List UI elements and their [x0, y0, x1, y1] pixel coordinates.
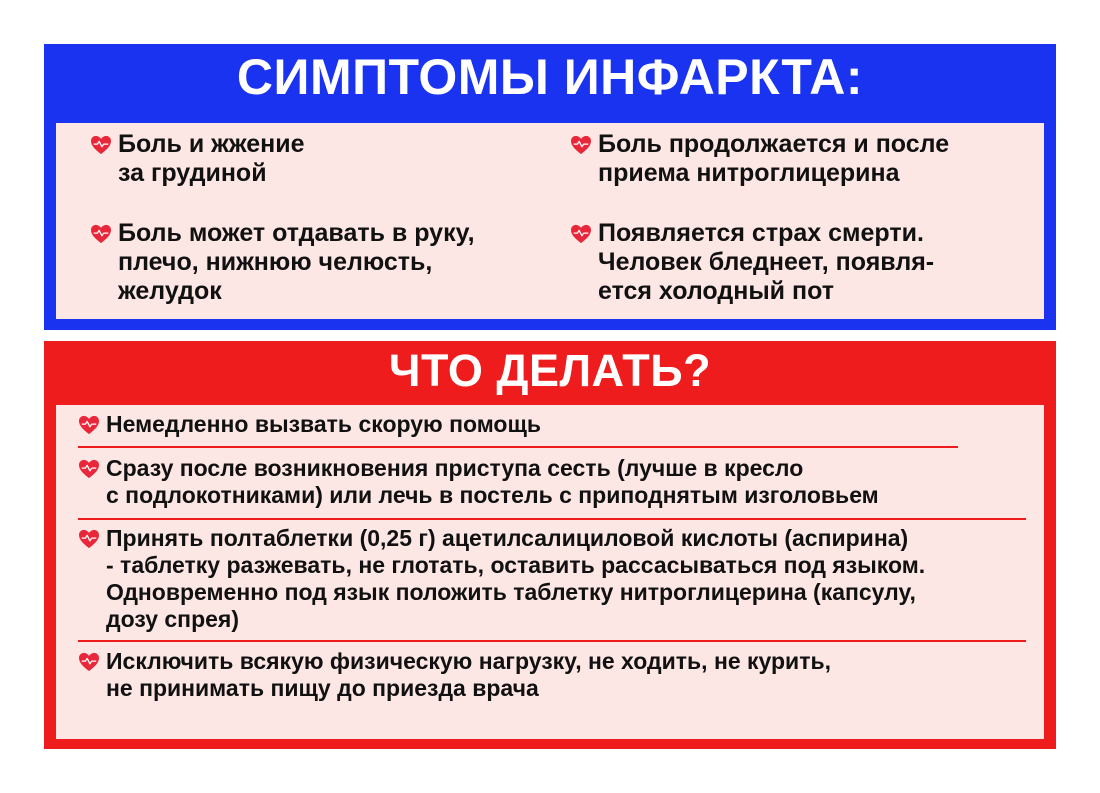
symptom-text: Боль и жжение за грудиной — [118, 130, 305, 187]
action-text: Немедленно вызвать скорую помощь — [106, 411, 542, 437]
symptom-item — [570, 219, 934, 306]
heart-icon — [78, 459, 100, 479]
action-text: Сразу после возникновения приступа сесть (лучше в кресло с подлокотниками) или лечь в постель с приподнятым изголовьем — [106, 455, 879, 508]
action-divider — [78, 518, 1026, 520]
symptoms-list — [56, 123, 1044, 319]
heart-icon — [78, 415, 100, 435]
heart-icon — [570, 135, 592, 155]
actions-list — [56, 405, 1044, 739]
action-text: Принять полтаблетки (0,25 г) ацетилсалициловой кислоты (аспирина) - таблетку разжевать, не глотать, оставить рассасываться под языком. Одновременно под язык положить таблетку нитроглицерина (капсулу, дозу спрея) — [106, 525, 926, 632]
actions-panel — [44, 341, 1056, 749]
symptom-item — [570, 130, 949, 188]
action-item — [78, 411, 541, 438]
action-divider — [78, 640, 1026, 642]
symptoms-title: СИМПТОМЫ ИНФАРКТА: — [236, 49, 864, 105]
action-item — [78, 648, 831, 702]
heart-icon — [90, 224, 112, 244]
heart-icon — [78, 652, 100, 672]
heart-icon — [78, 529, 100, 549]
heart-icon — [90, 135, 112, 155]
symptom-item — [90, 219, 475, 306]
action-divider — [78, 446, 958, 448]
symptom-text: Боль продолжается и после приема нитроглицерина — [598, 130, 950, 187]
action-item — [78, 525, 925, 633]
symptom-text: Появляется страх смерти. Человек бледнеет, появля- ется холодный пот — [598, 219, 935, 305]
action-text: Исключить всякую физическую нагрузку, не ходить, не курить, не принимать пищу до приезда врача — [106, 648, 831, 701]
heart-icon — [570, 224, 592, 244]
action-item — [78, 455, 879, 509]
symptom-item — [90, 130, 305, 188]
symptom-text: Боль может отдавать в руку, плечо, нижнюю челюсть, желудок — [118, 219, 475, 305]
symptoms-panel — [44, 44, 1056, 330]
actions-title: ЧТО ДЕЛАТЬ? — [388, 345, 712, 396]
